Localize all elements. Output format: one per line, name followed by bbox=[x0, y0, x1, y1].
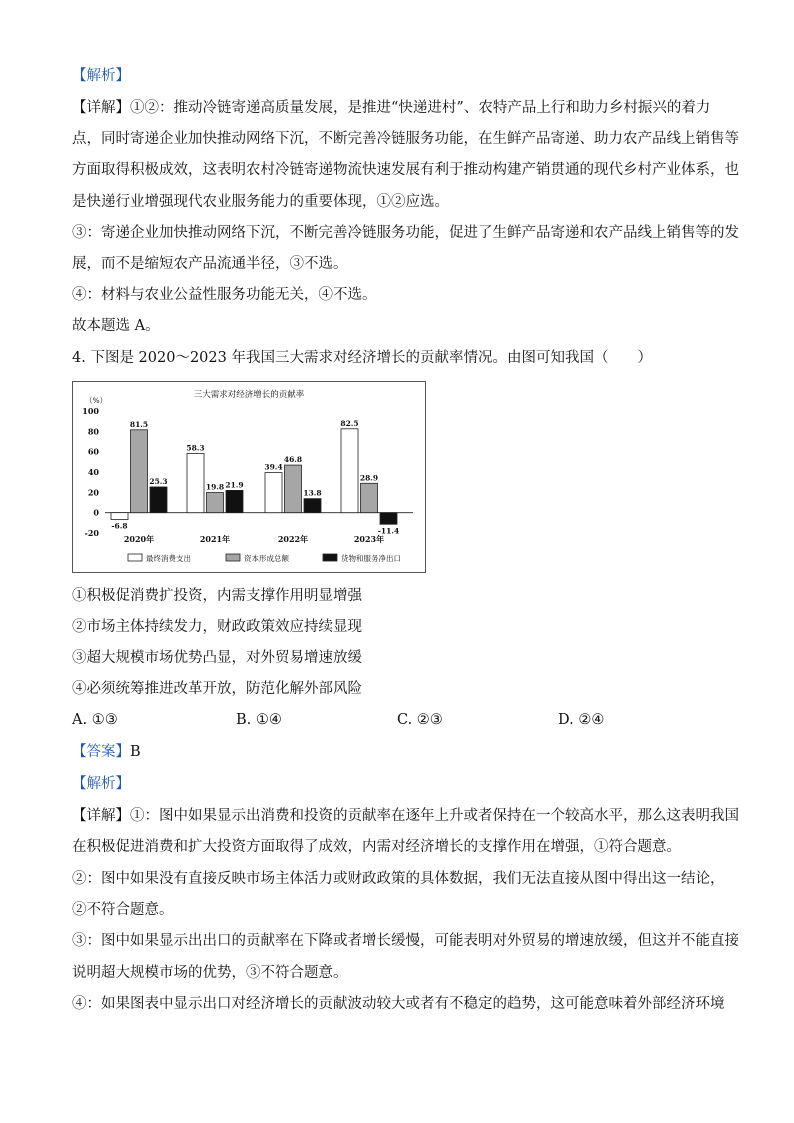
y-tick-label: 100 bbox=[82, 406, 99, 416]
statement-line: ②市场主体持续发力，财政政策效应持续显现 bbox=[72, 619, 362, 635]
chart-title: 三大需求对经济增长的贡献率 bbox=[193, 390, 305, 400]
bar-value-label: 28.9 bbox=[359, 473, 379, 483]
y-tick-label: 20 bbox=[87, 487, 99, 498]
bar bbox=[226, 490, 243, 512]
detail-line: ③：寄递企业加快推动网络下沉，不断完善冷链服务功能，促进了生鲜产品寄递和农产品线上销售等的发 bbox=[72, 224, 739, 241]
category-label: 2020年 bbox=[123, 534, 155, 544]
option-b[interactable]: B. ①④ bbox=[236, 712, 282, 728]
detail-line: 【详解】①②：推动冷链寄递高质量发展，是推进“快递进村”、农特产品上行和助力乡村振兴的着力 bbox=[72, 100, 711, 116]
statement-line: ④必须统筹推进改革开放，防范化解外部风险 bbox=[72, 681, 362, 697]
bar bbox=[131, 430, 148, 513]
answer-value: B bbox=[130, 744, 141, 760]
option-d[interactable]: D. ②④ bbox=[558, 712, 605, 728]
detail-line: 点，同时寄递企业加快推动网络下沉，不断完善冷链服务功能，在生鲜产品寄递、助力农产品线上销售等 bbox=[72, 131, 739, 148]
legend-swatch bbox=[226, 554, 240, 561]
detail-line: ③：图中如果显示出出口的贡献率在下降或者增长缓慢，可能表明对外贸易的增速放缓，但这并不能直接 bbox=[72, 933, 739, 950]
bar bbox=[304, 499, 321, 513]
y-tick-label: 40 bbox=[87, 467, 99, 477]
bar-value-label: -6.8 bbox=[111, 521, 128, 531]
detail-line: ②：图中如果没有直接反映市场主体活力或财政政策的具体数据，我们无法直接从图中得出这一结论， bbox=[72, 870, 725, 887]
answer-heading: 【答案】 bbox=[72, 744, 130, 760]
detail-line: 方面取得积极成效，这表明农村冷链寄递物流快速发展有利于推动构建产销贯通的现代乡村产业体系，也 bbox=[72, 162, 739, 179]
bar bbox=[150, 487, 167, 513]
y-tick-label: -20 bbox=[84, 528, 99, 538]
analysis-heading-2: 【解析】 bbox=[72, 776, 130, 792]
y-tick-label: 60 bbox=[87, 446, 99, 457]
bar-value-label: -11.4 bbox=[377, 526, 400, 536]
statement-line: ①积极促消费扩投资，内需支撑作用明显增强 bbox=[72, 588, 362, 604]
y-tick-label: 0 bbox=[93, 507, 99, 518]
bar bbox=[341, 429, 358, 513]
y-tick-label: 80 bbox=[87, 426, 99, 437]
question-4-stem: 4. 下图是 2020～2023 年我国三大需求对经济增长的贡献率情况。由图可知我国（ ） bbox=[72, 350, 652, 366]
detail-line: ④：如果图表中显示出口对经济增长的贡献波动较大或者有不稳定的趋势，这可能意味着外部经济环境 bbox=[72, 995, 725, 1012]
bar-value-label: 46.8 bbox=[283, 455, 303, 465]
detail-line: 在积极促进消费和扩大投资方面取得了成效，内需对经济增长的支撑作用在增强，①符合题意。 bbox=[72, 839, 681, 856]
detail-line: ②不符合题意。 bbox=[72, 901, 174, 918]
bar-value-label: 13.8 bbox=[303, 488, 322, 498]
legend-label: 货物和服务净出口 bbox=[341, 554, 401, 563]
detail-line: 故本题选 A。 bbox=[72, 318, 160, 335]
detail-line: 【详解】①：图中如果显示出消费和投资的贡献率在逐年上升或者保持在一个较高水平，那么这表明我国 bbox=[72, 808, 739, 824]
legend-label: 最终消费支出 bbox=[146, 554, 191, 563]
category-label: 2021年 bbox=[199, 534, 231, 544]
bar bbox=[285, 465, 302, 513]
bar-value-label: 39.4 bbox=[264, 462, 283, 472]
analysis-heading-1: 【解析】 bbox=[72, 68, 130, 84]
bar bbox=[187, 453, 204, 512]
bar bbox=[207, 493, 224, 513]
legend-swatch bbox=[323, 554, 337, 561]
option-a[interactable]: A. ①③ bbox=[72, 712, 118, 728]
bar-value-label: 19.8 bbox=[205, 482, 225, 492]
bar bbox=[265, 473, 282, 513]
category-label: 2022年 bbox=[277, 534, 309, 544]
bar bbox=[380, 513, 397, 525]
bar bbox=[111, 513, 128, 520]
bar-value-label: 58.3 bbox=[186, 443, 205, 453]
legend-label: 资本形成总额 bbox=[244, 554, 289, 563]
bar bbox=[361, 483, 378, 512]
bar-value-label: 82.5 bbox=[340, 418, 359, 428]
y-axis-unit: （%） bbox=[85, 396, 108, 405]
legend-swatch bbox=[128, 554, 142, 561]
detail-line: 展，而不是缩短农产品流通半径，③不选。 bbox=[72, 256, 348, 272]
option-c[interactable]: C. ②③ bbox=[397, 712, 443, 728]
detail-line: 说明超大规模市场的优势，③不符合题意。 bbox=[72, 964, 348, 981]
bar-value-label: 25.3 bbox=[149, 476, 168, 486]
answer-row bbox=[72, 742, 141, 762]
detail-line: ④：材料与农业公益性服务功能无关，④不选。 bbox=[72, 287, 377, 304]
statement-line: ③超大规模市场优势凸显，对外贸易增速放缓 bbox=[72, 650, 362, 666]
bar-value-label: 21.9 bbox=[225, 480, 244, 490]
chart-svg bbox=[73, 382, 425, 572]
detail-line: 是快递行业增强现代农业服务能力的重要体现，①②应选。 bbox=[72, 193, 449, 210]
category-label: 2023年 bbox=[353, 534, 385, 544]
contribution-chart bbox=[72, 381, 426, 573]
bar-value-label: 81.5 bbox=[129, 419, 149, 429]
